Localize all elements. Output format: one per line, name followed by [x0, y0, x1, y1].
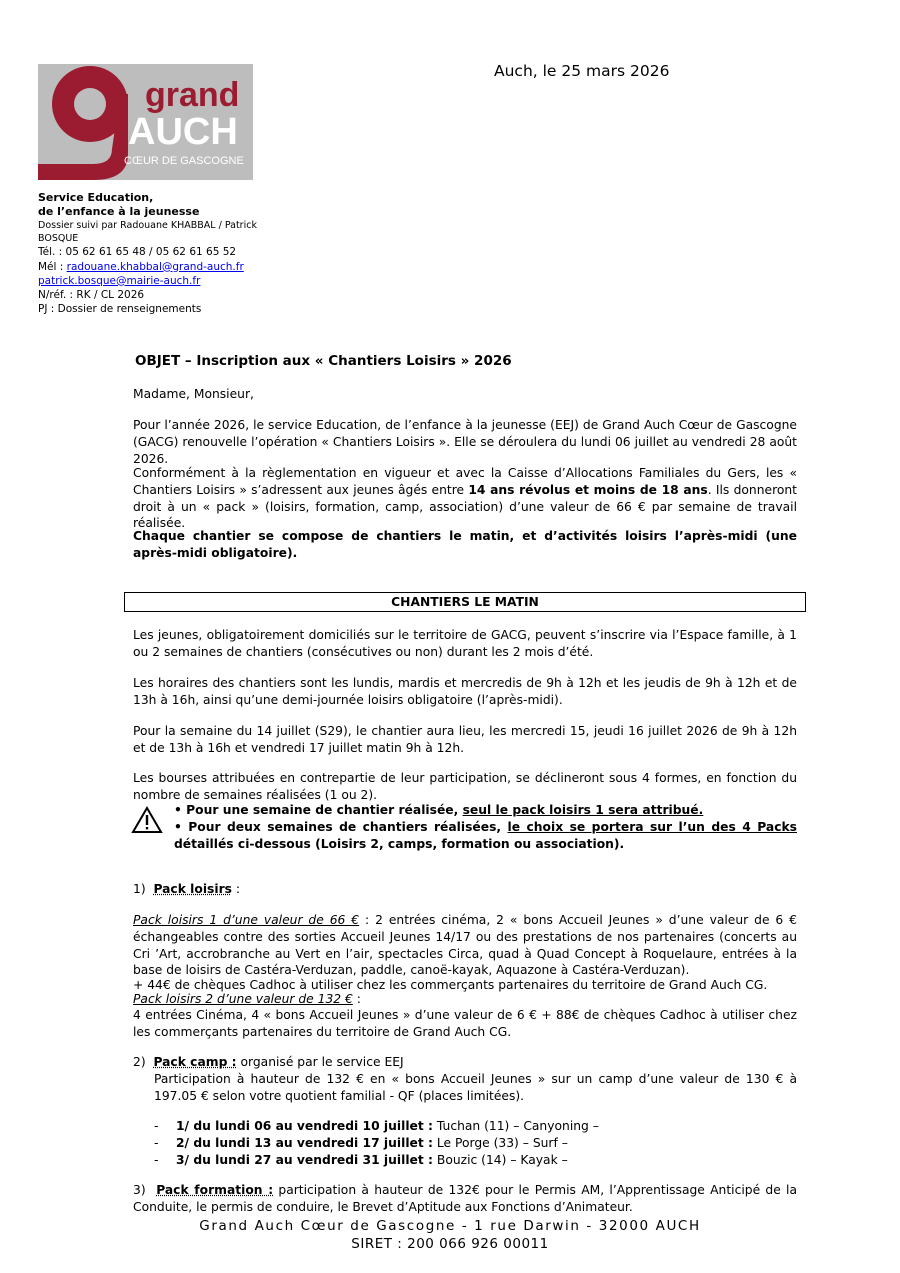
reference: N/réf. : RK / CL 2026	[38, 289, 145, 302]
service-name: Service Education,	[38, 191, 154, 204]
camp-item	[154, 1135, 797, 1152]
grand-auch-logo	[38, 64, 253, 180]
email-line	[38, 260, 278, 274]
email-label: Mél :	[38, 260, 67, 273]
warning-icon	[131, 806, 163, 838]
camp-place: Bouzic (14) – Kayak –	[432, 1152, 568, 1167]
paragraph-intro: Pour l’année 2026, le service Education, de l’enfance à la jeunesse (EEJ) de Grand Auch Cœur de Gascogne (GACG) renouvelle l’opération « Chantiers Loisirs ». Elle se déroulera du lundi 06 juillet au vendredi 28 août 2026.	[133, 418, 797, 466]
camp-dates: 1/ du lundi 06 au vendredi 10 juillet :	[176, 1119, 433, 1133]
pack-title: Pack formation :	[156, 1183, 274, 1197]
camp-dates: 2/ du lundi 13 au vendredi 17 juillet :	[176, 1135, 433, 1150]
service-block	[38, 191, 278, 316]
list-number: 2)	[133, 1055, 146, 1069]
camp-dates: 3/ du lundi 27 au vendredi 31 juillet :	[176, 1152, 433, 1167]
warning-notes	[174, 802, 797, 852]
footer-siret: SIRET : 200 066 926 00011	[351, 1236, 549, 1252]
paragraph-hours: Les horaires des chantiers sont les lundis, mardis et mercredis de 9h à 12h et les jeudis de 9h à 12h et de 13h à 16h, ainsi qu’une demi-journée loisirs obligatoire (l’après-midi).	[133, 676, 797, 707]
text: :	[231, 882, 241, 896]
camp-item	[154, 1118, 797, 1135]
attachment: PJ : Dossier de renseignements	[38, 303, 202, 316]
service-subname: de l’enfance à la jeunesse	[38, 205, 200, 219]
email-link-bosque[interactable]: patrick.bosque@mairie-auch.fr	[38, 274, 201, 287]
pack-loisirs-heading	[133, 881, 797, 898]
camp-place: Le Porge (33) – Surf –	[432, 1135, 568, 1150]
email-link-khabbal[interactable]: radouane.khabbal@grand-auch.fr	[66, 260, 244, 273]
camp-place: Tuchan (11) – Canyoning –	[432, 1119, 599, 1133]
text: • Pour une semaine de chantier réalisée,	[174, 803, 463, 817]
pack-subtitle: Pack loisirs 2 d’une valeur de 132 €	[133, 992, 353, 1006]
text: participation à hauteur de 132€ pour le Permis AM, l’Apprentissage Anticipé de la Conduite, le permis de conduire, le Brevet d’Aptitude aux Fonctions d’Animateur.	[133, 1183, 798, 1214]
pack-loisirs-2-heading	[133, 991, 797, 1008]
logo-text-auch: AUCH	[128, 111, 238, 153]
text: . Ils donneront droit à un « pack » (loisirs, formation, camp, association) d’une valeur de 66 € par semaine de travail réalisée.	[133, 482, 797, 531]
section-header-chantiers: CHANTIERS LE MATIN	[124, 592, 806, 612]
pack-loisirs-2: 4 entrées Cinéma, 4 « bons Accueil Jeunes » d’une valeur de 6 € + 88€ de chèques Cadhoc à utiliser chez les commerçants partenaires du territoire de Grand Auch CG.	[133, 1008, 797, 1039]
text: • Pour deux semaines de chantiers réalisées,	[174, 819, 508, 834]
pack-camp-heading	[133, 1054, 797, 1071]
text: Conformément à la règlementation en vigueur et avec la Caisse d’Allocations Familiales du Gers, les « Chantiers Loisirs » s’adressent aux jeunes âgés entre	[133, 466, 797, 497]
pack-subtitle: Pack loisirs 1 d’une valeur de 66 €	[133, 913, 360, 927]
phone-numbers: Tél. : 05 62 61 65 48 / 05 62 61 65 52	[38, 246, 237, 259]
case-followers: Dossier suivi par Radouane KHABBAL / Patrick BOSQUE	[38, 220, 257, 245]
letter-subject: OBJET – Inscription aux « Chantiers Loisirs » 2026	[135, 353, 512, 369]
text: le choix se portera sur l’un des 4 Packs	[507, 819, 797, 834]
footer-address: Grand Auch Cœur de Gascogne - 1 rue Darwin - 32000 AUCH	[199, 1218, 701, 1234]
paragraph-week-s29: Pour la semaine du 14 juillet (S29), le chantier aura lieu, les mercredi 15, jeudi 16 juillet 2026 de 9h à 12h et de 13h à 16h et vendredi 17 juillet matin 9h à 12h.	[133, 724, 797, 755]
logo-text-subtitle: CŒUR DE GASCOGNE	[124, 155, 244, 167]
paragraph-regulation	[133, 465, 797, 532]
paragraph-schedule-summary: Chaque chantier se compose de chantiers le matin, et d’activités loisirs l’après-midi (une après-midi obligatoire).	[133, 529, 797, 560]
pack-title: Pack camp :	[153, 1055, 237, 1069]
text: détaillés ci-dessous (Loisirs 2, camps, formation ou association).	[174, 836, 625, 851]
bullet: -	[154, 1119, 159, 1133]
camp-item	[154, 1152, 797, 1169]
pack-camp-text: Participation à hauteur de 132 € en « bons Accueil Jeunes » sur un camp d’une valeur de 130 € à 197.05 € selon votre quotient familial - QF (places limitées).	[154, 1072, 797, 1103]
list-number: 1)	[133, 882, 146, 896]
text: organisé par le service EEJ	[236, 1055, 404, 1069]
salutation: Madame, Monsieur,	[133, 387, 254, 401]
paragraph-eligibility: Les jeunes, obligatoirement domiciliés sur le territoire de GACG, peuvent s’inscrire via l’Espace famille, à 1 ou 2 semaines de chantiers (consécutives ou non) durant les 2 mois d’été.	[133, 628, 797, 659]
letter-date: Auch, le 25 mars 2026	[494, 62, 670, 80]
age-range: 14 ans révolus et moins de 18 ans	[468, 482, 708, 497]
bullet: -	[154, 1135, 159, 1150]
text: :	[352, 992, 361, 1006]
text: seul le pack loisirs 1 sera attribué.	[462, 803, 704, 817]
bullet: -	[154, 1152, 159, 1167]
camp-list	[154, 1118, 797, 1168]
pack-loisirs-1-extra: + 44€ de chèques Cadhoc à utiliser chez les commerçants partenaires du territoire de Grand Auch CG.	[133, 978, 768, 992]
paragraph-grants: Les bourses attribuées en contrepartie de leur participation, se déclineront sous 4 formes, en fonction du nombre de semaines réalisées (1 ou 2).	[133, 771, 797, 802]
list-number: 3)	[133, 1183, 146, 1197]
text: : 2 entrées cinéma, 2 « bons Accueil Jeunes » d’une valeur de 6 € échangeables contre des sorties Accueil Jeunes 14/17 ou des prestations de nos partenaires (concerts au Cri ’Art, accrobranche au Vert en l’air, spectacles Circa, quad à Quad Concept à Roquelaure, entrées à la base de loisirs de Castéra-Verduzan, paddle, canoë-kayak, Aquazone à Castéra-Verduzan).	[133, 913, 798, 978]
logo-text-grand: grand	[145, 76, 240, 114]
pack-title: Pack loisirs	[153, 882, 232, 896]
pack-formation	[133, 1182, 797, 1216]
pack-loisirs-1	[133, 912, 797, 979]
